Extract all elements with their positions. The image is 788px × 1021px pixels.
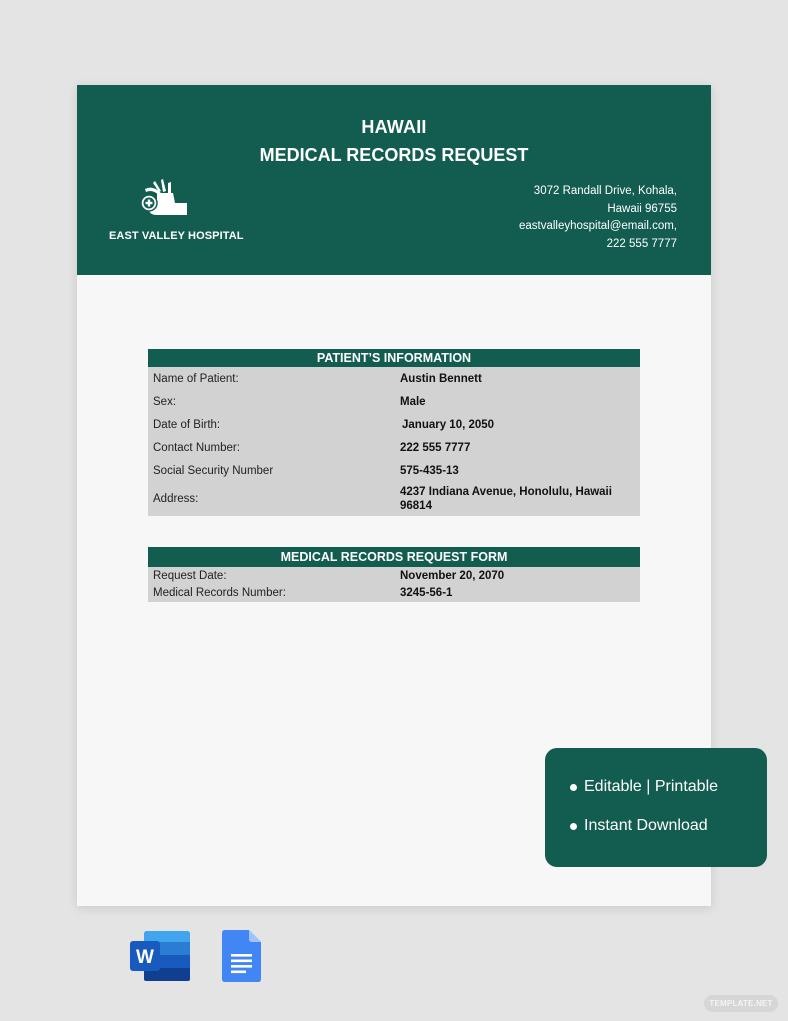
bullet-icon — [570, 823, 577, 830]
google-docs-icon[interactable] — [222, 930, 261, 982]
feature-label: Editable | Printable — [584, 778, 719, 795]
document-header — [77, 85, 711, 275]
row-value: January 10, 2050 — [402, 418, 495, 431]
table-row — [148, 436, 640, 459]
contact-phone: 222 555 7777 — [606, 237, 677, 250]
table-row — [148, 413, 640, 436]
row-value: November 20, 2070 — [400, 569, 505, 582]
feature-label: Instant Download — [584, 817, 708, 834]
table-row — [148, 390, 640, 413]
patient-information-table — [148, 349, 640, 516]
address-line-2: Hawaii 96755 — [607, 202, 677, 215]
hospital-contact-block — [519, 183, 677, 253]
row-value: 222 555 7777 — [400, 441, 471, 454]
address-line-1: 3072 Randall Drive, Kohala, — [533, 185, 677, 197]
row-value: Male — [400, 395, 426, 408]
patient-information-heading: PATIENT’S INFORMATION — [148, 349, 640, 367]
medical-records-request-table — [148, 547, 640, 602]
row-value: Austin Bennett — [400, 372, 482, 385]
features-badge — [545, 748, 767, 867]
row-label: Social Security Number — [153, 464, 274, 477]
watermark-badge: TEMPLATE.NET — [704, 995, 778, 1012]
table-row — [148, 567, 640, 585]
row-value: 4237 Indiana Avenue, Honolulu, Hawaii 96814 — [400, 486, 612, 512]
svg-text:W: W — [136, 947, 154, 968]
row-value: 575-435-13 — [400, 464, 459, 477]
bullet-icon — [570, 784, 577, 791]
document-title: MEDICAL RECORDS REQUEST — [259, 145, 529, 165]
row-label: Address: — [153, 493, 199, 505]
row-label: Contact Number: — [153, 441, 240, 454]
row-label: Medical Records Number: — [153, 587, 286, 600]
table-row — [148, 482, 640, 516]
table-row — [148, 367, 640, 390]
document-title-state: HAWAII — [361, 117, 427, 137]
feature-item — [570, 817, 708, 835]
row-label: Date of Birth: — [153, 418, 221, 431]
request-form-heading: MEDICAL RECORDS REQUEST FORM — [148, 547, 640, 567]
row-label: Request Date: — [153, 569, 227, 582]
row-label: Sex: — [153, 395, 177, 408]
hospital-name: EAST VALLEY HOSPITAL — [109, 230, 244, 242]
word-icon[interactable] — [130, 930, 190, 982]
row-label: Name of Patient: — [153, 372, 239, 385]
contact-email: eastvalleyhospital@email.com, — [518, 220, 677, 232]
row-value: 3245-56-1 — [400, 587, 453, 600]
table-row — [148, 585, 640, 603]
feature-item — [570, 778, 718, 796]
hand-with-medical-cross-icon — [135, 177, 189, 217]
table-row — [148, 459, 640, 482]
